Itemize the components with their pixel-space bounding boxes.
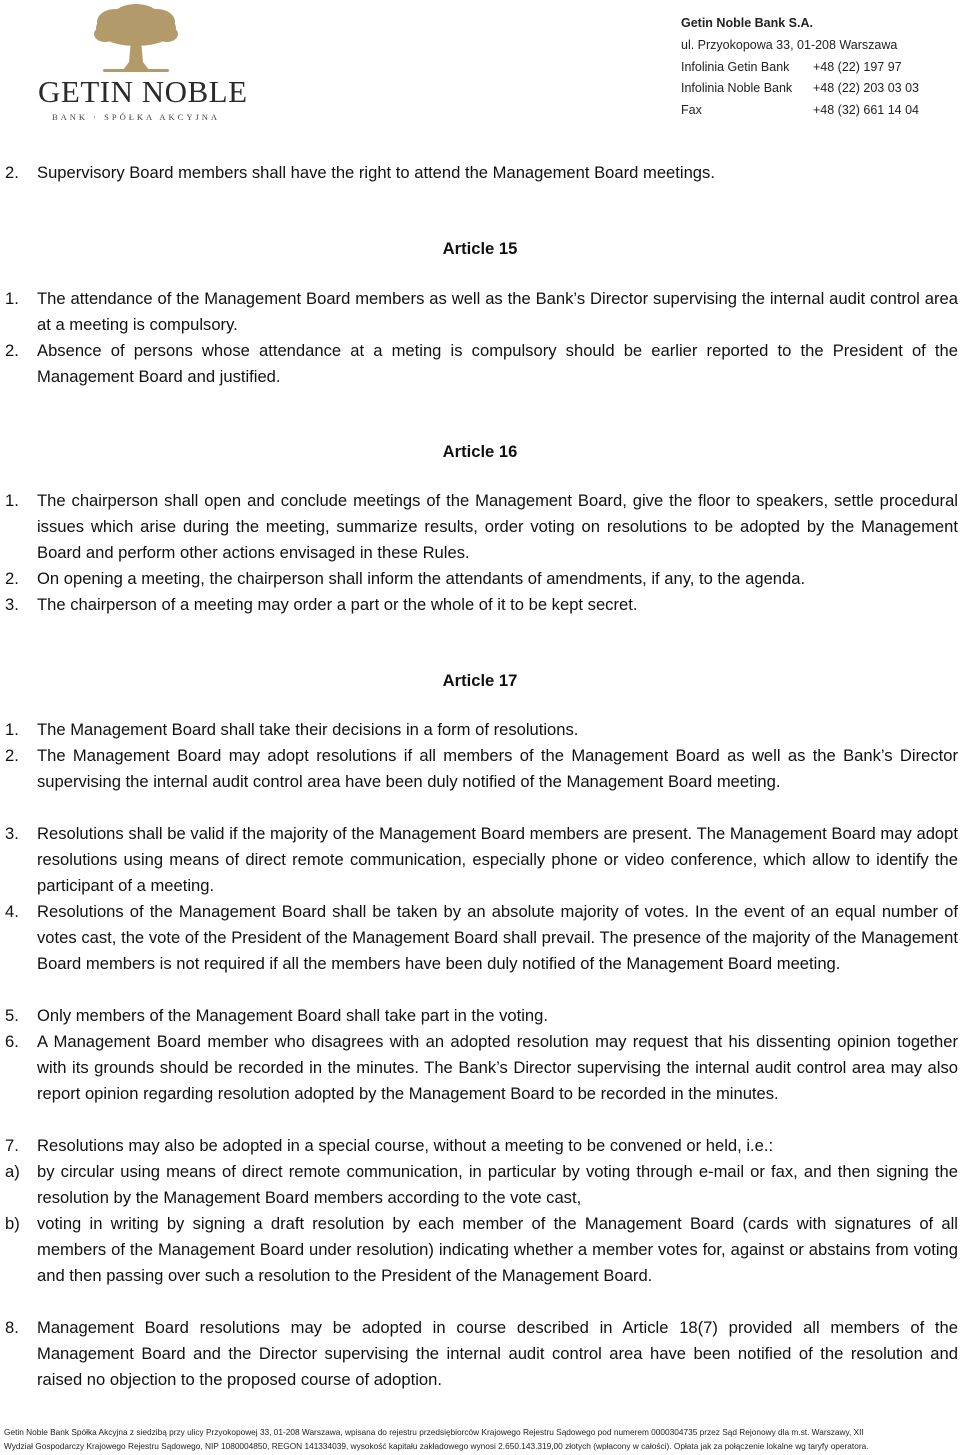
item-text: The chairperson shall open and conclude meetings of the Management Board, give the floor to speakers, settle procedural issues which arise during the meeting, summarize results, order voting on resolutions to be adopted by the Management Board and perform other actions envisaged in these Rules. [37,491,958,562]
list-item [5,1211,958,1289]
contact-label: Fax [681,102,702,117]
item-text: On opening a meeting, the chairperson shall inform the attendants of amendments, if any, to the agenda. [37,569,806,588]
item-text: Resolutions shall be valid if the majority of the Management Board members are present. The Management Board may adopt resolutions using means of direct remote communication, especially phone or video conference, which allow to identify the participant of a meeting. [37,824,958,895]
logo-wordmark: GETIN NOBLE [38,74,248,109]
list-item [5,338,958,390]
item-number: 2. [5,569,19,588]
item-number: 5. [5,1006,19,1025]
item-number: 2. [5,163,19,182]
item-number: 6. [5,1032,19,1051]
item-text: The Management Board may adopt resolutions if all members of the Management Board as well as the Bank’s Director supervising the internal audit control area have been duly notified of the Management Board meeting. [37,746,958,791]
list-item [5,1003,958,1029]
item-text: Only members of the Management Board shall take part in the voting. [37,1006,548,1025]
item-number: 2. [5,746,19,765]
item-text: Absence of persons whose attendance at a meting is compulsory should be earlier reported to the President of the Management Board and justified. [37,341,958,386]
contact-bank-name: Getin Noble Bank S.A. [681,16,813,30]
item-number: 8. [5,1318,19,1337]
item-text: A Management Board member who disagrees with an adopted resolution may request that his dissenting opinion together with its grounds should be recorded in the minutes. The Bank’s Director supervising the internal audit control area may also report opinion regarding resolution adopted by the Management Board to be recorded in the minutes. [37,1032,958,1103]
list-item [5,566,958,592]
list-item [5,286,958,338]
item-number: 2. [5,341,19,360]
list-item [5,592,958,618]
item-number: 1. [5,491,19,510]
list-item [5,1159,958,1211]
contact-row [681,101,919,123]
item-number: 4. [5,902,19,921]
contact-row [681,58,919,80]
list-item [5,160,958,186]
list-item [5,488,958,566]
contact-phone: +48 (22) 203 03 03 [813,81,919,95]
footer-line: Getin Noble Bank Spółka Akcyjna z siedzibą przy ulicy Przyokopowej 33, 01-208 Warszawa, wpisana do rejestru przedsiębiorców Krajowego Rejestru Sądowego pod numerem 0000304735 przez Sąd Rejonowy dla m.st. Warszawy, XII [4,1427,864,1437]
contact-address: ul. Przyokopowa 33, 01-208 Warszawa [681,38,898,52]
item-text: The attendance of the Management Board members as well as the Bank’s Director supervising the internal audit control area at a meeting is compulsory. [37,289,958,334]
item-text: The chairperson of a meeting may order a part or the whole of it to be kept secret. [37,595,638,614]
item-text: Resolutions of the Management Board shall be taken by an absolute majority of votes. In the event of an equal number of votes cast, the vote of the President of the Management Board shall prevail. The presence of the majority of the Management Board members is not required if all the members have been duly notified of the Management Board meeting. [37,902,958,973]
logo-subtitle: BANK · SPÓŁKA AKCYJNA [51,112,221,122]
item-number: 7. [5,1136,19,1155]
list-item [5,1029,958,1107]
contact-phone: +48 (22) 197 97 [813,59,902,74]
contact-row [681,79,919,101]
list-item [5,899,958,977]
item-text: The Management Board shall take their decisions in a form of resolutions. [37,720,579,739]
item-text: Supervisory Board members shall have the right to attend the Management Board meetings. [37,163,715,182]
contact-fax: +48 (32) 661 14 04 [813,102,919,117]
legal-footer [4,1425,960,1453]
contact-label: Infolinia Getin Bank [681,59,790,74]
item-number: b) [5,1214,20,1233]
list-item [5,1133,958,1159]
footer-line: Wydział Gospodarczy Krajowego Rejestru Sądowego, NIP 1080004850, REGON 141334039, wysokość kapitału zakładowego wynosi 2.650.143.319,00 złotych (wpłacony w całości). Opłata jak za połączenie lokalne wg taryfy operatora. [4,1441,869,1451]
contact-label: Infolinia Noble Bank [681,81,793,95]
item-number: 1. [5,720,19,739]
item-number: 1. [5,289,19,308]
contact-block [681,14,919,122]
article-heading: Article 17 [442,671,518,690]
list-item [5,717,958,743]
item-number: a) [5,1162,20,1181]
list-item [5,821,958,899]
item-text: voting in writing by signing a draft resolution by each member of the Management Board (cards with signatures of all members of the Management Board under resolution) indicating whether a member votes for, against or abstains from voting and then passing over such a resolution to the President of the Management Board. [37,1214,958,1285]
item-number: 3. [5,824,19,843]
article-heading: Article 15 [442,239,518,258]
item-text: by circular using means of direct remote communication, in particular by voting through e-mail or fax, and then signing the resolution by the Management Board members according to the vote cast, [37,1162,958,1207]
bank-logo [38,4,248,122]
item-number: 3. [5,595,19,614]
item-text: Management Board resolutions may be adopted in course described in Article 18(7) provided all members of the Management Board and the Director supervising the internal audit control area have been notified of the resolution and raised no objection to the proposed course of adoption. [37,1318,958,1389]
list-item [5,1315,958,1393]
oak-tree-icon [93,4,179,74]
list-item [5,743,958,795]
article-heading: Article 16 [442,442,518,461]
item-text: Resolutions may also be adopted in a special course, without a meeting to be convened or held, i.e.: [37,1136,774,1155]
